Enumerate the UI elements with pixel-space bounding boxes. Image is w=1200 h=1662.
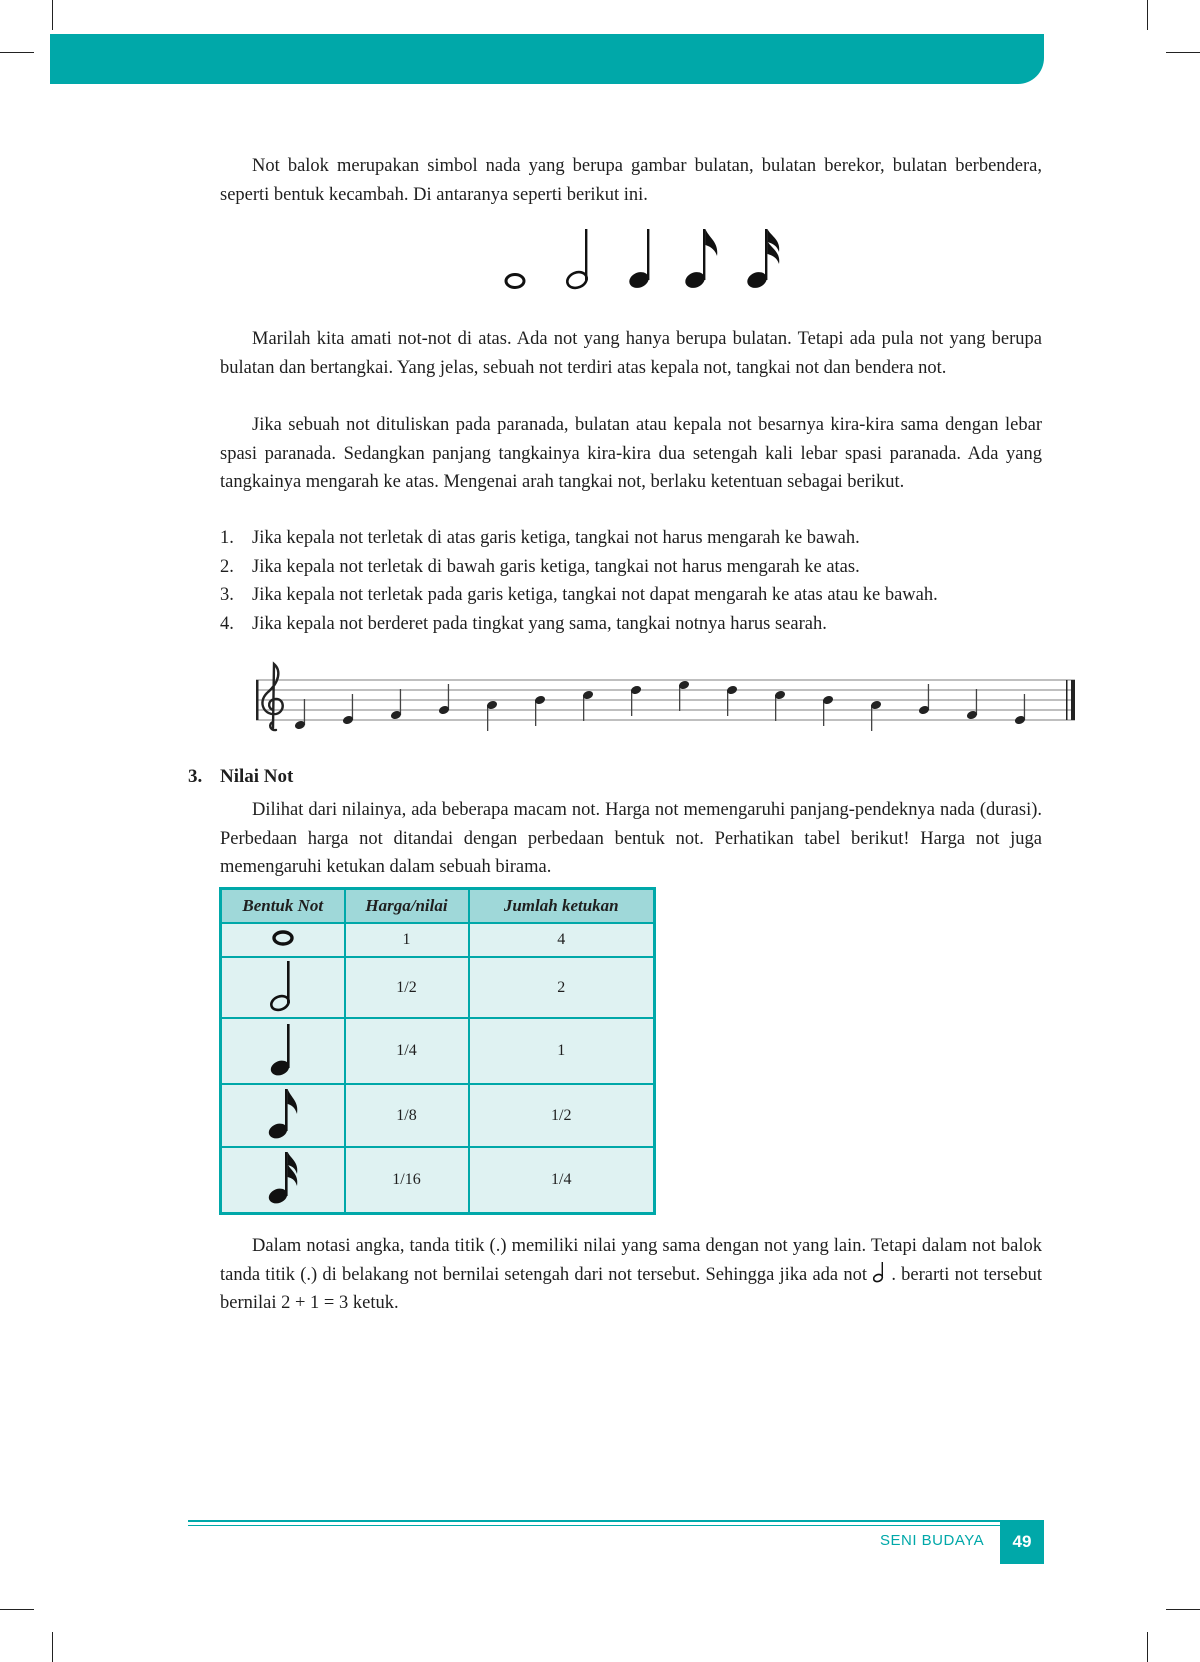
observe-text: Marilah kita amati not-not di atas. Ada not yang hanya berupa bulatan. Tetapi ada pula not yang berupa bulatan dan bertangkai. Yang jelas, sebuah not terdiri atas kepala not, tangkai not dan bendera not. — [220, 329, 1042, 378]
table-row — [221, 1147, 655, 1213]
list-number: 4. — [220, 613, 234, 634]
crop-mark — [52, 0, 53, 30]
note-value-cell: 1/4 — [345, 1018, 469, 1084]
note-shape-cell — [221, 923, 345, 957]
list-text: Jika kepala not terletak di bawah garis ketiga, tangkai not harus mengarah ke atas. — [252, 556, 860, 577]
half-note-icon — [565, 229, 589, 291]
intro-text: Not balok merupakan simbol nada yang berupa gambar bulatan, bulatan berekor, bulatan berbendera, seperti bentuk kecambah. Di antaranya seperti berikut ini. — [220, 156, 1042, 205]
crop-mark — [1166, 1609, 1200, 1610]
observe-paragraph — [220, 325, 1042, 382]
note-beats-cell: 1/4 — [469, 1147, 655, 1213]
crop-mark — [0, 1609, 34, 1610]
quarter-note-icon — [627, 229, 651, 291]
list-item — [220, 553, 1042, 582]
section-number: 3. — [188, 766, 203, 787]
column-header: Harga/nilai — [345, 889, 469, 924]
section-title: Nilai Not — [220, 766, 294, 787]
note-shape-cell — [221, 1084, 345, 1147]
staff-rule-text: Jika sebuah not dituliskan pada paranada, bulatan atau kepala not besarnya kira-kira sama dengan lebar spasi paranada. Sedangkan panjang tangkainya kira-kira dua setengah kali lebar spasi paranada. Ada yang tangkainya mengarah ke atas. Mengenai arah tangkai not, berlaku ketentuan sebagai berikut. — [220, 415, 1042, 492]
half-note-icon — [266, 958, 300, 1012]
intro-paragraph — [220, 152, 1042, 209]
dot-paragraph — [220, 1232, 1042, 1318]
note-shape-cell — [221, 957, 345, 1018]
staff-note — [390, 689, 402, 720]
note-beats-cell: 2 — [469, 957, 655, 1018]
list-number: 2. — [220, 556, 234, 577]
sixteenth-note-icon — [745, 229, 779, 291]
half-note-icon — [872, 1261, 886, 1283]
footer-book-title: SENI BUDAYA — [880, 1532, 985, 1549]
page-number: 49 — [1000, 1520, 1044, 1564]
list-item — [220, 581, 1042, 610]
staff-note — [486, 700, 498, 731]
crop-mark — [1147, 1632, 1148, 1662]
crop-mark — [1166, 52, 1200, 53]
staff-note — [582, 690, 594, 721]
list-item — [220, 524, 1042, 553]
footer-rule — [188, 1520, 1000, 1522]
column-header: Bentuk Not — [221, 889, 345, 924]
note-examples — [495, 222, 805, 294]
stem-rules-list — [220, 524, 1042, 638]
table-row — [221, 923, 655, 957]
value-intro-text: Dilihat dari nilainya, ada beberapa macam not. Harga not memengaruhi panjang-pendeknya nada (durasi). Perbedaan harga not ditandai dengan perbedaan bentuk not. Perhatikan tabel berikut! Harga not juga memengaruhi ketukan dalam sebuah birama. — [220, 800, 1042, 877]
note-shape-cell — [221, 1147, 345, 1213]
sixteenth-note-icon — [265, 1149, 301, 1205]
staff-note — [966, 689, 978, 720]
table-row — [221, 957, 655, 1018]
note-value-cell: 1/2 — [345, 957, 469, 1018]
staff-note — [294, 699, 306, 730]
footer-rule — [188, 1525, 1000, 1526]
note-beats-cell: 1/2 — [469, 1084, 655, 1147]
note-beats-cell: 1 — [469, 1018, 655, 1084]
staff-example — [250, 660, 1082, 732]
header-bar — [50, 34, 1044, 84]
table-header-row — [221, 889, 655, 924]
note-value-cell: 1 — [345, 923, 469, 957]
dot-text-part1: Dalam notasi angka, tanda titik (.) memiliki nilai yang sama dengan not yang lain. Tetapi dalam not balok tanda titik (.) di belakang not bernilai setengah dari not tersebut. Sehingga jika ada not — [220, 1236, 1042, 1285]
staff-note — [678, 680, 690, 711]
staff-note — [870, 700, 882, 731]
staff-rule-paragraph — [220, 411, 1042, 497]
list-text: Jika kepala not terletak pada garis ketiga, tangkai not dapat mengarah ke atas atau ke bawah. — [252, 585, 938, 605]
eighth-note-icon — [683, 229, 717, 291]
crop-mark — [1147, 0, 1148, 30]
table-row — [221, 1018, 655, 1084]
column-header: Jumlah ketukan — [469, 889, 655, 924]
list-number: 3. — [220, 585, 234, 605]
section-heading — [188, 766, 293, 788]
crop-mark — [0, 52, 34, 53]
staff-note — [774, 690, 786, 721]
list-text: Jika kepala not terletak di atas garis ketiga, tangkai not harus mengarah ke bawah. — [252, 528, 860, 548]
value-intro-paragraph — [220, 796, 1042, 882]
table-row — [221, 1084, 655, 1147]
list-number: 1. — [220, 528, 234, 548]
whole-note-icon — [506, 275, 524, 288]
note-beats-cell: 4 — [469, 923, 655, 957]
quarter-note-icon — [266, 1021, 300, 1077]
note-value-cell: 1/16 — [345, 1147, 469, 1213]
note-value-cell: 1/8 — [345, 1084, 469, 1147]
list-text: Jika kepala not berderet pada tingkat yang sama, tangkai notnya harus searah. — [252, 613, 827, 634]
note-shape-cell — [221, 1018, 345, 1084]
eighth-note-icon — [265, 1086, 301, 1140]
note-value-table — [219, 887, 656, 1215]
dot-text-part2: . berarti not tersebut bernilai 2 + 1 = 3 ketuk. — [220, 1264, 1043, 1313]
whole-note-icon — [268, 928, 298, 948]
list-item — [220, 610, 1042, 639]
crop-mark — [52, 1632, 53, 1662]
